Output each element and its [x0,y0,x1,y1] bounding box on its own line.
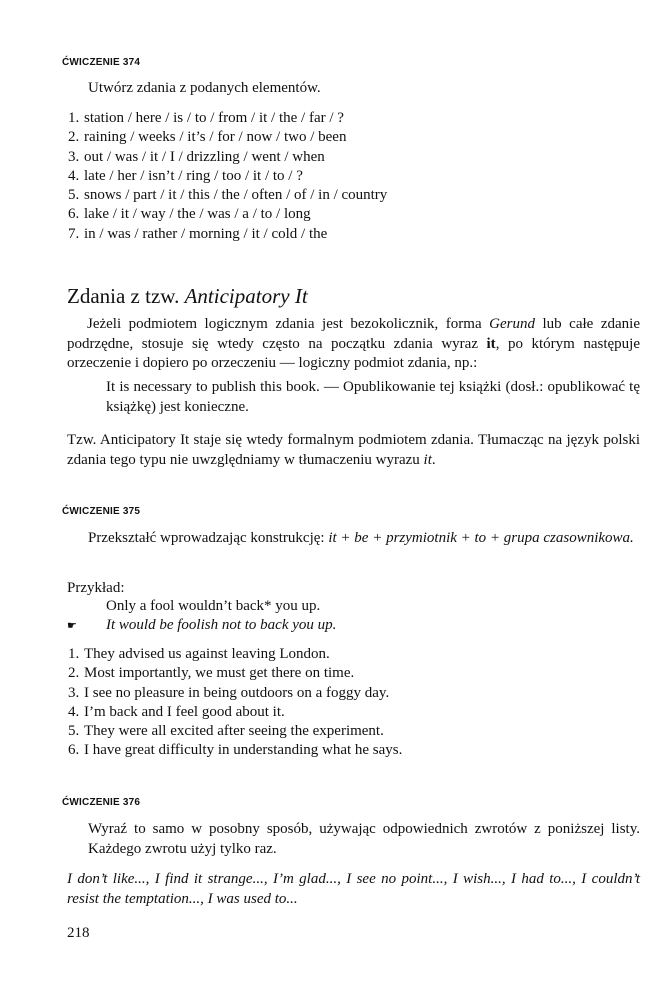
section-paragraph-2: Tzw. Anticipatory It staje się wtedy formalnym podmiotem zdania. Tłumacząc na język polski zdania tego typu nie uwzględniamy w tłumaczeniu wyrazu it. [67,432,640,468]
section-title: Zdania z tzw. Anticipatory It [67,284,308,308]
exercise-376-instruction: Wyraź to samo w posobny sposób, używając odpowiednich zwrotów z poniższej listy. Każdego zwrotu użyj tylko raz. [88,821,640,857]
list-item: 6. I have great difficulty in understanding what he says. [68,742,403,759]
exercise-374-list [68,109,387,244]
page-number: 218 [67,925,90,941]
example-sentence: Only a fool wouldn’t back* you up. [106,598,321,614]
example-label: Przykład: [67,580,125,596]
section-paragraph-1: Jeżeli podmiotem logicznym zdania jest bezokolicznik, forma Gerund lub całe zdanie podrzędne, stosuje się wtedy często na początku zdania wyraz it, po którym następuje orzeczenie i dopiero po orzeczeniu — logiczny podmiot zdania, np.: [67,316,640,371]
list-item: 2. raining / weeks / it’s / for / now / two / been [68,129,347,146]
example-answer: It would be foolish not to back you up. [106,617,337,633]
list-item: 4. late / her / isn’t / ring / too / it / to / ? [68,167,303,184]
exercise-374-heading: ĆWICZENIE 374 [62,57,141,68]
list-item: 5. snows / part / it / this / the / often / of / in / country [68,187,388,204]
pointing-hand-icon: ☛ [67,620,77,632]
exercise-376-heading: ĆWICZENIE 376 [62,797,141,808]
list-item: 2. Most importantly, we must get there on time. [68,665,355,682]
list-item: 1. They advised us against leaving London. [68,646,330,662]
list-item: 3. out / was / it / I / drizzling / went / when [68,148,325,165]
list-item: 3. I see no pleasure in being outdoors on a foggy day. [68,684,390,701]
exercise-374-instruction: Utwórz zdania z podanych elementów. [88,80,321,96]
exercise-375-list [68,645,402,761]
exercise-375-heading: ĆWICZENIE 375 [62,506,141,517]
exercise-376-phrases: I don’t like..., I find it strange..., I’m glad..., I see no point..., I wish..., I had to..., I couldn’t resist the temptation..., I was used to... [67,871,640,907]
list-item: 5. They were all excited after seeing the experiment. [68,723,384,740]
list-item: 1. station / here / is / to / from / it / the / far / ? [68,110,344,126]
list-item: 6. lake / it / way / the / was / a / to / long [68,206,311,223]
exercise-375-instruction: Przekształć wprowadzając konstrukcję: it + be + przymiotnik + to + grupa czasownikowa. [88,530,634,546]
list-item: 4. I’m back and I feel good about it. [68,703,285,720]
section-example: It is necessary to publish this book. — Opublikowanie tej książki (dosł.: opublikować tę książkę) jest konieczne. [106,379,640,415]
list-item: 7. in / was / rather / morning / it / cold / the [68,225,328,242]
